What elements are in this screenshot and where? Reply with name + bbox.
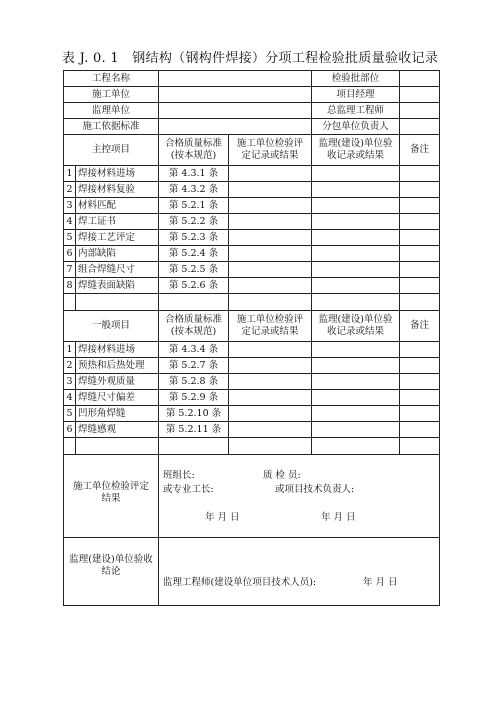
supervision-date: 年 月 日	[363, 577, 398, 588]
label-chief-supervisor: 总监理工程师	[312, 103, 400, 119]
construction-result-cell[interactable]	[229, 374, 312, 390]
remarks-cell[interactable]	[400, 358, 440, 374]
item-name: 凹形角焊缝	[76, 406, 159, 422]
item-clause: 第 5.2.10 条	[159, 406, 229, 422]
value-project-manager[interactable]	[400, 87, 440, 103]
remarks-cell[interactable]	[400, 182, 440, 198]
remarks-cell[interactable]	[400, 422, 440, 438]
table-row	[64, 342, 440, 358]
item-clause: 第 5.2.6 条	[159, 278, 229, 294]
item-name: 预热和后热处理	[76, 358, 159, 374]
construction-result-cell[interactable]	[229, 198, 312, 214]
supervision-result-cell[interactable]	[312, 198, 400, 214]
remarks-cell[interactable]	[400, 374, 440, 390]
table-row	[64, 422, 440, 438]
supervision-result-cell[interactable]	[312, 246, 400, 262]
item-clause: 第 5.2.9 条	[159, 390, 229, 406]
item-clause: 第 5.2.2 条	[159, 214, 229, 230]
item-clause: 第 5.2.5 条	[159, 262, 229, 278]
table-row	[64, 246, 440, 262]
col-remarks-header: 备注	[400, 311, 440, 342]
supervision-result-cell[interactable]	[312, 166, 400, 182]
item-name: 焊缝外观质量	[76, 374, 159, 390]
item-name: 焊接材料复验	[76, 182, 159, 198]
construction-eval-label: 施工单位检验评定 结果	[64, 455, 159, 538]
table-row	[64, 166, 440, 182]
construction-result-cell[interactable]	[229, 214, 312, 230]
item-name: 焊缝感观	[76, 422, 159, 438]
construction-date-right: 年 月 日	[321, 512, 356, 523]
construction-result-cell[interactable]	[229, 182, 312, 198]
remarks-cell[interactable]	[400, 214, 440, 230]
remarks-cell[interactable]	[400, 342, 440, 358]
blank-cell[interactable]	[159, 294, 229, 311]
supervision-result-cell[interactable]	[312, 278, 400, 294]
supervision-result-cell[interactable]	[312, 406, 400, 422]
item-name: 内部缺陷	[76, 246, 159, 262]
team-leader-label: 班组长:	[163, 470, 195, 481]
construction-result-cell[interactable]	[229, 262, 312, 278]
remarks-cell[interactable]	[400, 278, 440, 294]
construction-result-cell[interactable]	[229, 230, 312, 246]
item-name: 组合焊缝尺寸	[76, 262, 159, 278]
remarks-cell[interactable]	[400, 166, 440, 182]
col-standard-header: 合格质量标准 (按本规范)	[159, 135, 229, 166]
table-row	[64, 198, 440, 214]
label-subcontract-manager: 分包单位负责人	[312, 119, 400, 135]
remarks-cell[interactable]	[400, 230, 440, 246]
item-number: 1	[64, 166, 76, 182]
construction-result-cell[interactable]	[229, 406, 312, 422]
table-row	[64, 182, 440, 198]
value-construction-basis[interactable]	[159, 119, 312, 135]
item-clause: 第 5.2.3 条	[159, 230, 229, 246]
blank-cell[interactable]	[400, 294, 440, 311]
supervising-engineer-label: 监理工程师(建设单位项目技术人员):	[163, 577, 317, 588]
construction-date-left: 年 月 日	[205, 512, 240, 523]
general-label: 一般项目	[64, 311, 159, 342]
blank-cell[interactable]	[229, 438, 312, 455]
table-row	[64, 358, 440, 374]
col-construction-header: 施工单位检验评 定记录或结果	[229, 135, 312, 166]
item-name: 焊接工艺评定	[76, 230, 159, 246]
supervision-result-cell[interactable]	[312, 422, 400, 438]
value-subcontract-manager[interactable]	[400, 119, 440, 135]
item-name: 焊接材料进场	[76, 342, 159, 358]
row-supervision-unit	[64, 103, 440, 119]
table-row	[64, 390, 440, 406]
item-number: 2	[64, 182, 76, 198]
item-number: 7	[64, 262, 76, 278]
col-remarks-header: 备注	[400, 135, 440, 166]
form-title: 表 J. 0. 1 钢结构（钢构件焊接）分项工程检验批质量验收记录	[61, 51, 439, 66]
blank-cell[interactable]	[400, 438, 440, 455]
label-construction-unit: 施工单位	[64, 87, 159, 103]
construction-eval-signatures[interactable]	[159, 455, 440, 538]
col-supervision-header: 监理(建设)单位验 收记录或结果	[312, 311, 400, 342]
item-number: 8	[64, 278, 76, 294]
blank-cell[interactable]	[159, 438, 229, 455]
table-row	[64, 230, 440, 246]
item-clause: 第 5.2.8 条	[159, 374, 229, 390]
row-construction-unit	[64, 87, 440, 103]
table-row	[64, 406, 440, 422]
main-control-label: 主控项目	[64, 135, 159, 166]
item-number: 5	[64, 230, 76, 246]
item-clause: 第 4.3.2 条	[159, 182, 229, 198]
general-header-row	[64, 311, 440, 342]
label-project-name: 工程名称	[64, 71, 159, 87]
value-supervision-unit[interactable]	[159, 103, 312, 119]
blank-row	[64, 438, 440, 455]
blank-cell[interactable]	[76, 438, 159, 455]
table-row	[64, 374, 440, 390]
remarks-cell[interactable]	[400, 406, 440, 422]
item-clause: 第 5.2.4 条	[159, 246, 229, 262]
supervision-conclusion-row	[64, 538, 440, 606]
blank-cell[interactable]	[312, 294, 400, 311]
item-number: 6	[64, 246, 76, 262]
inspector-label: 质 检 员:	[263, 470, 301, 481]
main-control-header-row	[64, 135, 440, 166]
value-chief-supervisor[interactable]	[400, 103, 440, 119]
construction-result-cell[interactable]	[229, 390, 312, 406]
item-name: 焊缝尺寸偏差	[76, 390, 159, 406]
item-number: 1	[64, 342, 76, 358]
item-name: 焊接材料进场	[76, 166, 159, 182]
remarks-cell[interactable]	[400, 246, 440, 262]
supervision-conclusion-label: 监理(建设)单位验收 结论	[64, 538, 159, 606]
col-standard-header: 合格质量标准 (按本规范)	[159, 311, 229, 342]
label-construction-basis: 施工依据标准	[64, 119, 159, 135]
tech-lead-label: 或项目技术负责人:	[275, 484, 355, 495]
value-inspection-part[interactable]	[400, 71, 440, 87]
remarks-cell[interactable]	[400, 262, 440, 278]
item-number: 4	[64, 214, 76, 230]
construction-result-cell[interactable]	[229, 278, 312, 294]
row-construction-basis	[64, 119, 440, 135]
label-supervision-unit: 监理单位	[64, 103, 159, 119]
table-row	[64, 262, 440, 278]
label-inspection-part: 检验批部位	[312, 71, 400, 87]
supervision-result-cell[interactable]	[312, 182, 400, 198]
col-construction-header: 施工单位检验评 定记录或结果	[229, 311, 312, 342]
item-number: 4	[64, 390, 76, 406]
item-clause: 第 5.2.7 条	[159, 358, 229, 374]
value-project-name[interactable]	[159, 71, 312, 87]
item-number: 3	[64, 374, 76, 390]
table-row	[64, 214, 440, 230]
construction-result-cell[interactable]	[229, 342, 312, 358]
construction-eval-row	[64, 455, 440, 538]
construction-result-cell[interactable]	[229, 246, 312, 262]
item-number: 2	[64, 358, 76, 374]
item-clause: 第 5.2.1 条	[159, 198, 229, 214]
supervision-result-cell[interactable]	[312, 342, 400, 358]
table-row	[64, 278, 440, 294]
supervision-result-cell[interactable]	[312, 390, 400, 406]
supervision-result-cell[interactable]	[312, 230, 400, 246]
supervision-result-cell[interactable]	[312, 214, 400, 230]
foreman-label: 或专业工长:	[163, 484, 214, 495]
item-number: 5	[64, 406, 76, 422]
blank-cell[interactable]	[64, 438, 76, 455]
item-name: 焊工证书	[76, 214, 159, 230]
row-project-name	[64, 71, 440, 87]
blank-cell[interactable]	[76, 294, 159, 311]
col-supervision-header: 监理(建设)单位验 收记录或结果	[312, 135, 400, 166]
item-number: 3	[64, 198, 76, 214]
label-project-manager: 项目经理	[312, 87, 400, 103]
construction-result-cell[interactable]	[229, 166, 312, 182]
item-name: 焊缝表面缺陷	[76, 278, 159, 294]
item-number: 6	[64, 422, 76, 438]
item-clause: 第 5.2.11 条	[159, 422, 229, 438]
blank-row	[64, 294, 440, 311]
remarks-cell[interactable]	[400, 198, 440, 214]
remarks-cell[interactable]	[400, 390, 440, 406]
item-name: 材料匹配	[76, 198, 159, 214]
supervision-result-cell[interactable]	[312, 262, 400, 278]
inspection-record-table	[63, 70, 440, 606]
supervision-conclusion-signatures[interactable]	[159, 538, 440, 606]
supervision-result-cell[interactable]	[312, 374, 400, 390]
supervision-result-cell[interactable]	[312, 358, 400, 374]
blank-cell[interactable]	[312, 438, 400, 455]
value-construction-unit[interactable]	[159, 87, 312, 103]
item-clause: 第 4.3.4 条	[159, 342, 229, 358]
blank-cell[interactable]	[64, 294, 76, 311]
construction-result-cell[interactable]	[229, 358, 312, 374]
item-clause: 第 4.3.1 条	[159, 166, 229, 182]
blank-cell[interactable]	[229, 294, 312, 311]
construction-result-cell[interactable]	[229, 422, 312, 438]
